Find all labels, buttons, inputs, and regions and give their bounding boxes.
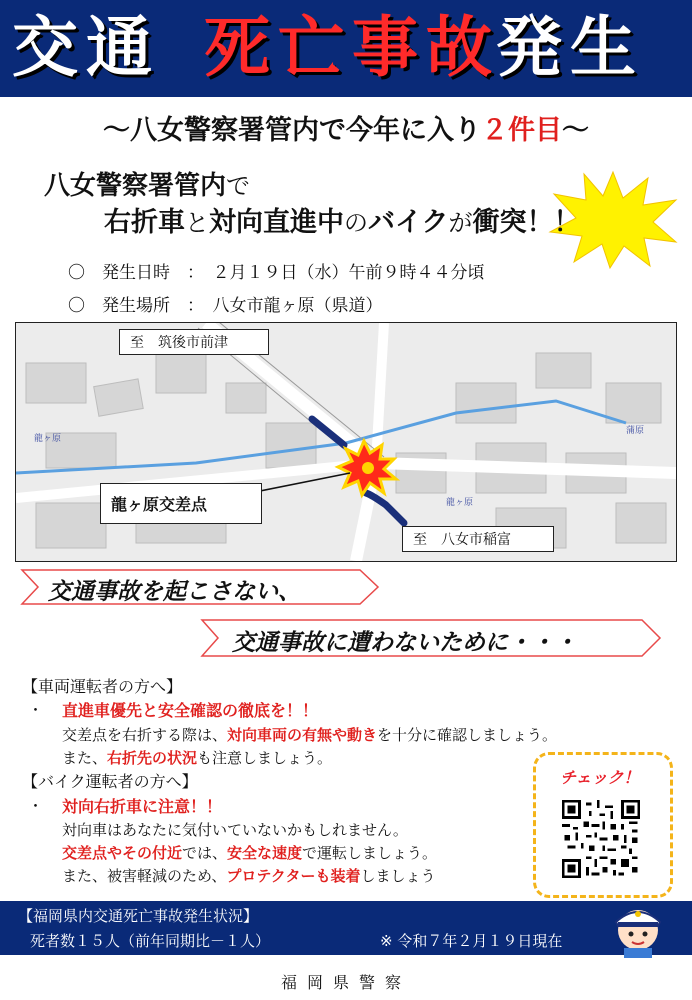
- headline-oncoming: 対向直進中: [209, 207, 344, 238]
- riders-text-2: [62, 842, 437, 863]
- map-label-south: 至 八女市稲富: [402, 526, 554, 552]
- map-label-north: 至 筑後市前津: [119, 329, 269, 355]
- map-graphic: [16, 323, 676, 561]
- drivers-heading: 【車両運転者の方へ】: [22, 677, 183, 696]
- status-heading: 【福岡県内交通死亡事故発生状況】: [18, 907, 259, 925]
- banner-word-occurred: 発生: [496, 9, 644, 86]
- drivers-point: 直進車優先と安全確認の徹底を！！: [62, 701, 319, 720]
- incident-datetime: 〇 発生日時 ： ２月１９日（水）午前９時４４分頃: [68, 263, 485, 283]
- map-place-name: 龍ヶ原: [446, 498, 474, 508]
- map-label-crossing: 龍ヶ原交差点: [100, 483, 262, 524]
- headline-line2: [104, 200, 580, 239]
- drivers-bullet: ・: [28, 701, 44, 719]
- subtitle-count: ２件目: [481, 115, 562, 146]
- title-banner: [0, 0, 692, 97]
- headline-line1: [44, 165, 250, 202]
- headline-collision: 衝突！！: [472, 207, 581, 238]
- riders-text-2d: で運転しましょう。: [302, 844, 438, 862]
- drivers-text-1a: 交差点を右折する際は、: [62, 726, 228, 744]
- headline-ga: が: [448, 209, 473, 237]
- incident-location: 〇 発生場所 ： 八女市龍ヶ原（県道）: [68, 296, 383, 316]
- riders-text-3: [62, 865, 436, 886]
- drivers-text-1c: を十分に確認しましょう。: [377, 726, 558, 744]
- organization-name: 福岡県警察: [280, 973, 411, 992]
- slogan-line-1: 交通事故を起こさない、: [48, 579, 301, 605]
- riders-text-2c: 安全な速度: [227, 844, 303, 862]
- riders-text-3a: また、被害軽減のため、: [62, 867, 227, 885]
- drivers-text-2a: また、: [62, 749, 108, 767]
- accident-map: [15, 322, 677, 562]
- headline-to: と: [185, 209, 209, 237]
- map-place-name: 龍ヶ原: [34, 434, 62, 444]
- headline-bike: バイク: [368, 207, 449, 238]
- police-mascot-icon: [608, 898, 668, 958]
- check-title: チェック！: [560, 768, 640, 787]
- riders-text-1: 対向車はあなたに気付いていないかもしれません。: [62, 821, 408, 839]
- headline-no: の: [344, 209, 368, 237]
- headline-de: で: [226, 172, 251, 200]
- status-deaths: 死者数１５人（前年同期比－１人）: [30, 932, 271, 950]
- map-place-name: 蒲原: [626, 426, 645, 436]
- banner-word-fatal-accident: 死亡事故: [204, 9, 500, 86]
- slogan-line-2: 交通事故に遭わないために・・・: [232, 630, 577, 656]
- riders-text-3b: プロテクターも装着: [226, 867, 361, 885]
- banner-word-traffic: 交通: [12, 9, 160, 86]
- drivers-text-2: [62, 747, 332, 768]
- qr-code-icon[interactable]: [562, 800, 640, 878]
- riders-text-3c: しましょう: [360, 867, 436, 885]
- riders-point: 対向右折車に注意！！: [62, 797, 223, 816]
- drivers-text-1b: 対向車両の有無や動き: [227, 726, 378, 744]
- riders-heading: 【バイク運転者の方へ】: [22, 772, 198, 791]
- drivers-text-2c: も注意しましょう。: [197, 749, 333, 767]
- headline-station: 八女警察署管内: [44, 171, 227, 201]
- headline-right-turn-car: 右折車: [104, 207, 185, 238]
- riders-bullet: ・: [28, 797, 44, 815]
- riders-text-2a: 交差点やその付近: [62, 844, 183, 862]
- subtitle: [0, 108, 692, 147]
- drivers-text-2b: 右折先の状況: [107, 749, 198, 767]
- subtitle-prefix: ～八女警察署管内で今年に入り: [103, 115, 481, 146]
- subtitle-suffix: ～: [562, 115, 589, 146]
- status-as-of: ※ 令和７年２月１９日現在: [380, 932, 563, 950]
- riders-text-2b: では、: [182, 844, 228, 862]
- drivers-text-1: [62, 724, 557, 745]
